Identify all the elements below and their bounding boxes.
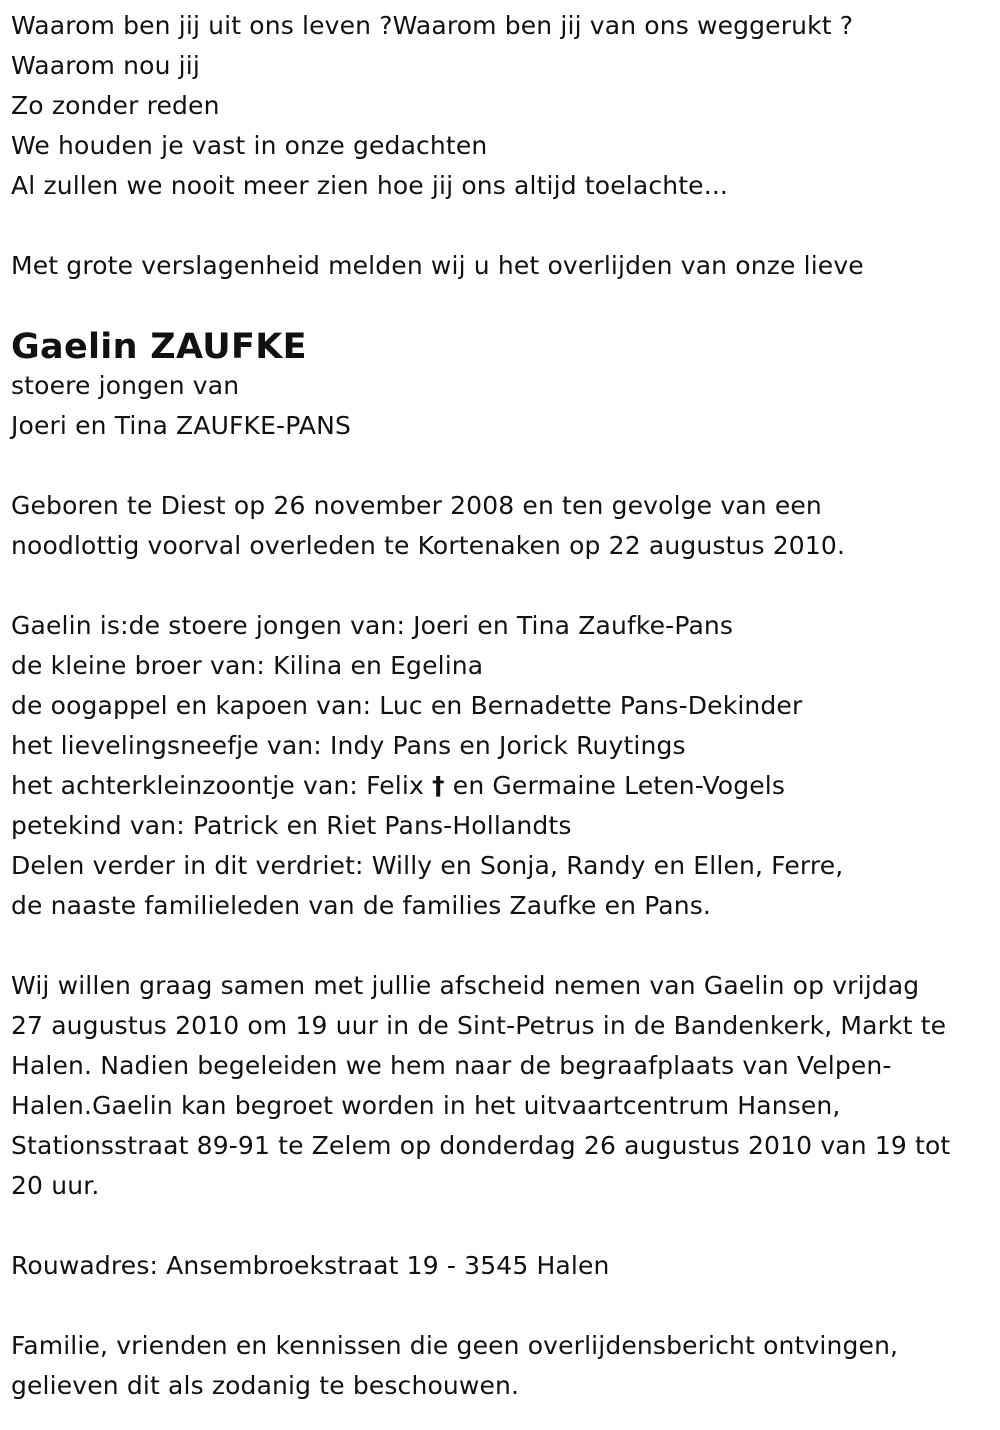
poem-line: Waarom ben jij uit ons leven ?Waarom ben jij van ons weggerukt ? [11,11,854,40]
family-line: de naaste familieleden van de families Zaufke en Pans. [11,891,712,920]
spacer [11,566,991,606]
family-line-text: het achterkleinzoontje van: Felix [11,771,433,800]
birth-death-paragraph [11,486,991,566]
paragraph-line: Stationsstraat 89-91 te Zelem op donderdag 26 augustus 2010 van 19 tot [11,1131,951,1160]
family-line: petekind van: Patrick en Riet Pans-Hollandts [11,811,572,840]
cross-icon: † [432,771,445,800]
poem-line: Zo zonder reden [11,91,220,120]
family-line [11,766,991,806]
poem-line: We houden je vast in onze gedachten [11,131,488,160]
deceased-parents: Joeri en Tina ZAUFKE-PANS [11,411,351,440]
closing-paragraph [11,1326,991,1406]
spacer [11,926,991,966]
spacer [11,286,991,326]
family-list [11,606,991,926]
poem [11,6,991,206]
family-line: Delen verder in dit verdriet: Willy en Sonja, Randy en Ellen, Ferre, [11,851,844,880]
spacer [11,206,991,246]
paragraph-line: Wij willen graag samen met jullie afscheid nemen van Gaelin op vrijdag [11,971,920,1000]
mourning-address: Rouwadres: Ansembroekstraat 19 - 3545 Halen [11,1251,610,1280]
family-line: de kleine broer van: Kilina en Egelina [11,651,484,680]
family-line: het lievelingsneefje van: Indy Pans en Jorick Ruytings [11,731,686,760]
paragraph-line: 20 uur. [11,1171,100,1200]
poem-line: Waarom nou jij [11,51,200,80]
paragraph-line: Familie, vrienden en kennissen die geen overlijdensbericht ontvingen, [11,1331,899,1360]
paragraph-line: noodlottig voorval overleden te Kortenaken op 22 augustus 2010. [11,531,846,560]
paragraph-line: Halen. Nadien begeleiden we hem naar de begraafplaats van Velpen- [11,1051,892,1080]
paragraph-line: Halen.Gaelin kan begroet worden in het uitvaartcentrum Hansen, [11,1091,841,1120]
spacer [11,1286,991,1326]
family-line: Gaelin is:de stoere jongen van: Joeri en Tina Zaufke-Pans [11,611,734,640]
spacer [11,446,991,486]
announcement: Met grote verslagenheid melden wij u het overlijden van onze lieve [11,251,864,280]
paragraph-line: Geboren te Diest op 26 november 2008 en ten gevolge van een [11,491,822,520]
ceremony-paragraph [11,966,991,1206]
family-line-text: en Germaine Leten-Vogels [444,771,786,800]
paragraph-line: gelieven dit als zodanig te beschouwen. [11,1371,520,1400]
deceased-name: Gaelin ZAUFKE [11,327,307,367]
poem-line: Al zullen we nooit meer zien hoe jij ons altijd toelachte... [11,171,729,200]
deceased-relation: stoere jongen van [11,371,240,400]
family-line: de oogappel en kapoen van: Luc en Bernadette Pans-Dekinder [11,691,803,720]
spacer [11,1206,991,1246]
paragraph-line: 27 augustus 2010 om 19 uur in de Sint-Petrus in de Bandenkerk, Markt te [11,1011,947,1040]
obituary-notice [11,6,991,1406]
